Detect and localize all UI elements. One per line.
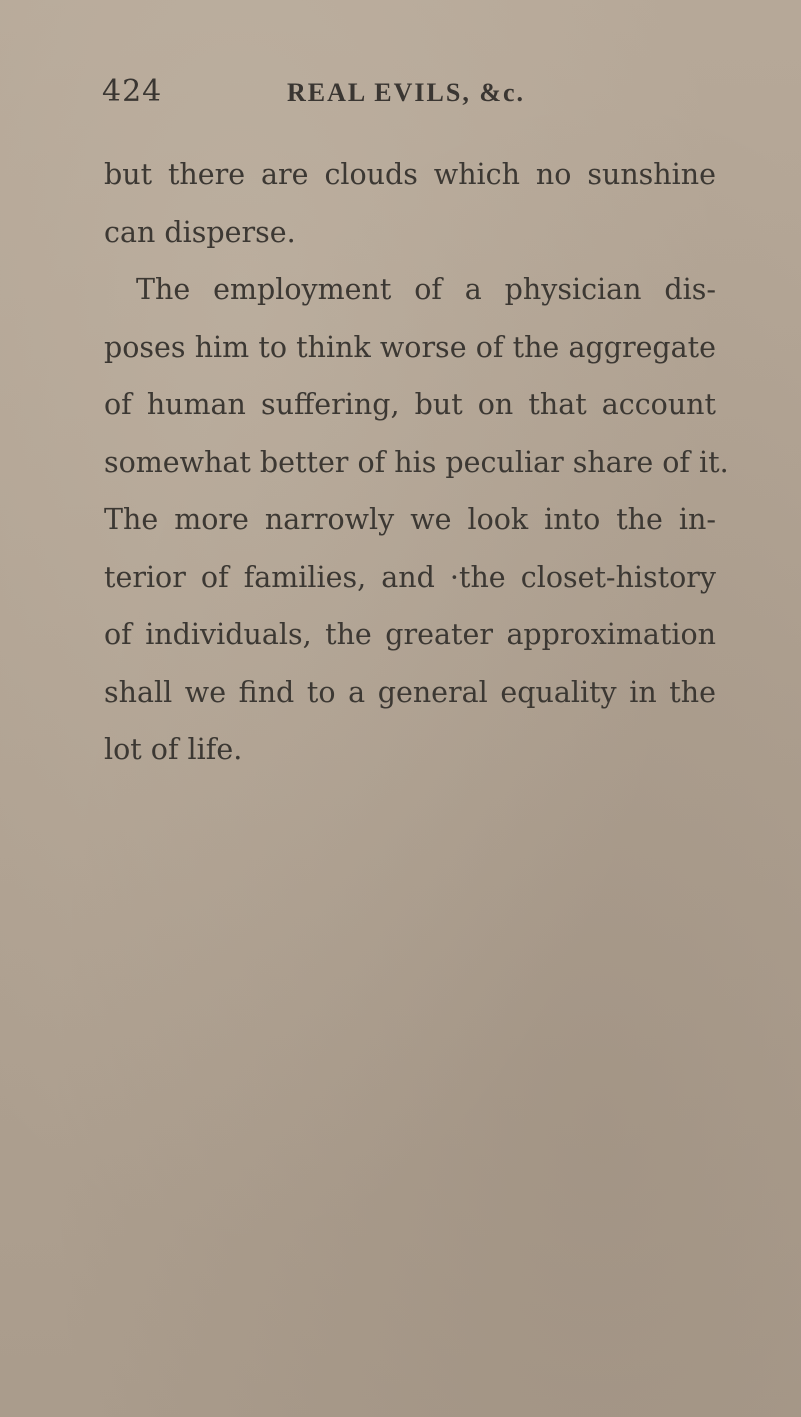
text-line: terior of families, and ·the closet-history: [104, 560, 716, 594]
text-line: somewhat better of his peculiar share of it.: [104, 445, 729, 479]
text-line: can disperse.: [104, 215, 296, 249]
text-line: poses him to think worse of the aggregate: [104, 330, 716, 364]
text-line: The employment of a physician dis-: [136, 273, 716, 306]
text-line: of individuals, the greater approximation: [104, 618, 716, 651]
text-line: lot of life.: [104, 733, 243, 766]
running-head: REAL EVILS, &c.: [287, 78, 526, 107]
page-header: [0, 74, 801, 124]
body-text: [104, 146, 729, 779]
text-line: shall we find to a general equality in the: [104, 675, 716, 709]
text-line: of human suffering, but on that account: [104, 388, 716, 421]
text-line: The more narrowly we look into the in-: [104, 503, 716, 536]
page-number: 424: [102, 74, 163, 109]
text-line: but there are clouds which no sunshine: [104, 158, 716, 191]
